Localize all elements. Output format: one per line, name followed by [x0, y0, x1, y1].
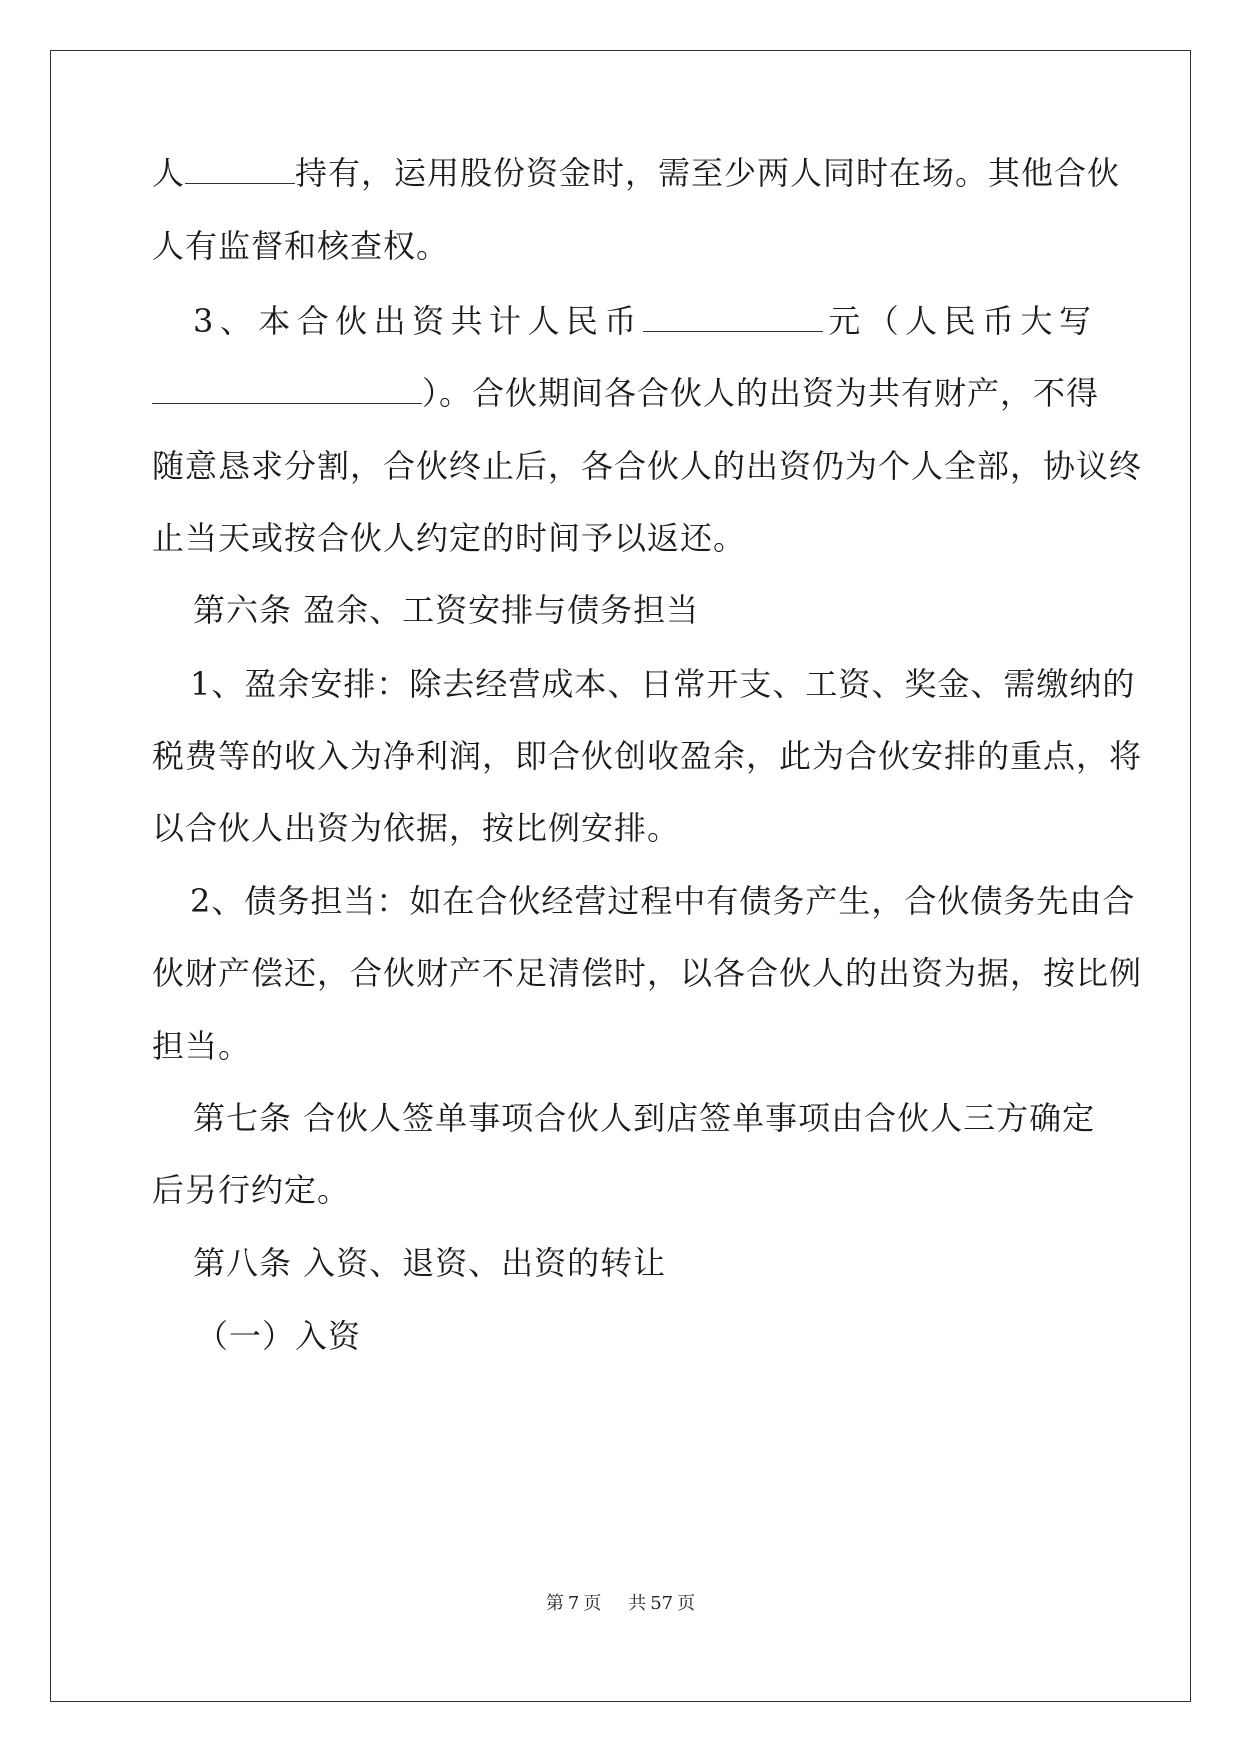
- section-heading: 第八条 入资、退资、出资的转让: [193, 1244, 667, 1282]
- paragraph-line: 后另行约定。: [152, 1171, 351, 1209]
- fill-in-blank: [152, 373, 422, 404]
- page-number: 7: [567, 1593, 580, 1614]
- total-label-prefix: 共: [628, 1593, 647, 1614]
- paragraph-line: [152, 153, 1121, 193]
- paragraph-line: [193, 301, 1092, 341]
- page-footer: [0, 1592, 1241, 1616]
- total-pages: 57: [650, 1593, 674, 1614]
- paragraph-line: [152, 373, 1100, 413]
- paragraph-line: 人有监督和核查权。: [152, 227, 450, 265]
- paragraph-line: 以合伙人出资为依据，按比例安排。: [152, 809, 681, 847]
- page-border: [50, 50, 1191, 1702]
- paragraph-line: 止当天或按合伙人约定的时间予以返还。: [152, 519, 747, 557]
- paragraph-line: 伙财产偿还，合伙财产不足清偿时，以各合伙人的出资为据，按比例: [152, 954, 1143, 992]
- section-heading: 第七条 合伙人签单事项合伙人到店签单事项由合伙人三方确定: [193, 1099, 1096, 1137]
- paragraph-line: 税费等的收入为净利润，即合伙创收盈余，此为合伙安排的重点，将: [152, 737, 1143, 775]
- fill-in-blank: [185, 153, 295, 184]
- total-label-suffix: 页: [677, 1593, 696, 1614]
- paragraph-line: 随意恳求分割，合伙终止后，各合伙人的出资仍为个人全部，协议终: [152, 447, 1143, 485]
- paragraph-line: 1、盈余安排：除去经营成本、日常开支、工资、奖金、需缴纳的: [190, 665, 1136, 703]
- section-heading: 第六条 盈余、工资安排与债务担当: [193, 591, 700, 629]
- text-segment: 3、本合伙出资共计人民币: [193, 302, 643, 340]
- page-label-prefix: 第: [545, 1593, 564, 1614]
- text-segment: ）。合伙期间各合伙人的出资为共有财产，不得: [422, 374, 1100, 412]
- text-segment: 人: [152, 154, 186, 192]
- paragraph-line: 2、债务担当：如在合伙经营过程中有债务产生，合伙债务先由合: [190, 882, 1136, 920]
- fill-in-blank: [643, 301, 823, 332]
- paragraph-line: 担当。: [152, 1027, 252, 1065]
- page-label-suffix: 页: [583, 1593, 602, 1614]
- text-segment: 元（人民币大写: [822, 302, 1092, 340]
- text-segment: 持有，运用股份资金时，需至少两人同时在场。其他合伙: [295, 154, 1121, 192]
- subsection-heading: （一）入资: [196, 1317, 362, 1355]
